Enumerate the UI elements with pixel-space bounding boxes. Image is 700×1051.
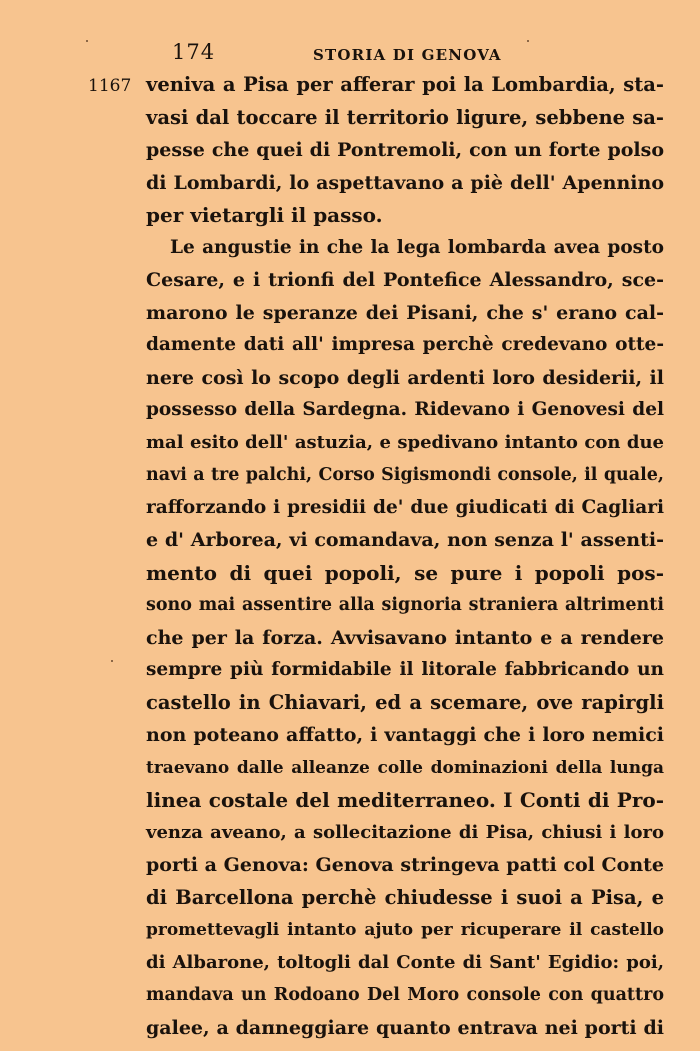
paper-speck: [86, 40, 88, 42]
text-line: Cesare, e i trionfi del Pontefice Alessandro, sce-: [146, 269, 664, 291]
text-line: di Lombardi, lo aspettavano a piè dell' Apennino: [146, 171, 664, 194]
text-line: che per la forza. Avvisavano intanto e a rendere: [146, 626, 664, 649]
text-line: mal esito dell' astuzia, e spedivano intanto con due: [146, 431, 664, 453]
text-line: linea costale del mediterraneo. I Conti di Pro-: [146, 788, 664, 812]
paper-speck: [111, 660, 113, 662]
text-line: possesso della Sardegna. Ridevano i Genovesi del: [146, 399, 664, 420]
text-line: porti a Genova: Genova stringeva patti col Conte: [146, 854, 664, 876]
text-line: di Barcellona perchè chiudesse i suoi a Pisa, e: [146, 885, 664, 909]
margin-year-note: 1167: [88, 76, 132, 96]
text-line: pesse che quei di Pontremoli, con un forte polso: [146, 139, 664, 161]
text-line: vasi dal toccare il territorio ligure, sebbene sa-: [146, 105, 664, 129]
text-line: Le angustie in che la lega lombarda avea posto: [170, 236, 664, 258]
text-line: navi a tre palchi, Corso Sigismondi console, il quale,: [146, 465, 664, 485]
body-text: [146, 69, 664, 1044]
text-line: galee, a danneggiare quanto entrava nei porti di: [146, 1016, 664, 1039]
text-line: di Albarone, toltogli dal Conte di Sant' Egidio: poi,: [146, 951, 664, 973]
text-line: mento di quei popoli, se pure i popoli pos-: [146, 560, 664, 585]
running-head: STORIA DI GENOVA: [313, 46, 502, 64]
text-line: promettevagli intanto ajuto per ricuperare il castello: [146, 920, 664, 940]
text-line: mandava un Rodoano Del Moro console con quattro: [146, 985, 664, 1005]
text-line: castello in Chiavari, ed a scemare, ove rapirgli: [146, 690, 664, 714]
text-line: marono le speranze dei Pisani, che s' erano cal-: [146, 301, 664, 324]
text-line: sono mai assentire alla signoria straniera altrimenti: [146, 595, 664, 615]
text-line: sempre più formidabile il litorale fabbricando un: [146, 659, 664, 680]
paper-speck: [527, 40, 529, 42]
text-line: damente dati all' impresa perchè credevano otte-: [146, 334, 664, 355]
text-line: venza aveano, a sollecitazione di Pisa, chiusi i loro: [146, 821, 664, 843]
text-line: nere così lo scopo degli ardenti loro desiderii, il: [146, 366, 664, 389]
text-line: per vietargli il passo.: [146, 203, 383, 227]
text-line: rafforzando i presidii de' due giudicati di Cagliari: [146, 496, 664, 518]
text-line: traevano dalle alleanze colle dominazioni della lunga: [146, 757, 664, 778]
page-number: 174: [172, 40, 216, 64]
text-line: veniva a Pisa per afferar poi la Lombardia, sta-: [146, 73, 664, 96]
text-line: e d' Arborea, vi comandava, non senza l' assenti-: [146, 529, 664, 551]
text-line: non poteano affatto, i vantaggi che i loro nemici: [146, 724, 664, 746]
